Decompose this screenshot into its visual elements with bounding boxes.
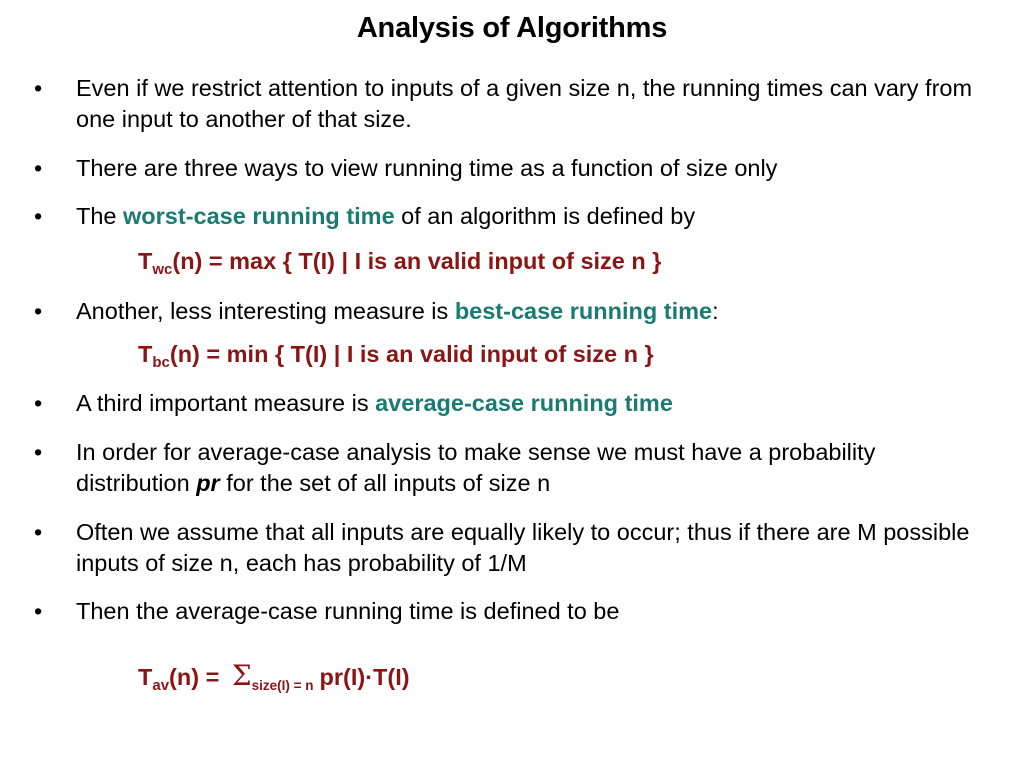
bullet-dot: • — [34, 298, 43, 324]
bullet-text-suffix: of an algorithm is defined by — [394, 203, 696, 229]
bullet-text — [76, 388, 991, 419]
bullet-text-suffix: : — [712, 298, 719, 324]
formula-subscript: av — [152, 677, 170, 694]
bullet-text — [76, 201, 991, 232]
formula-base: T — [138, 248, 153, 274]
bullet-text — [76, 437, 991, 499]
formula-body: pr(I)·T(I) — [319, 664, 410, 690]
bullet-text-prefix: The — [76, 203, 124, 229]
term-average-case: average-case running time — [375, 390, 673, 416]
bullet-text-prefix: A third important measure is — [76, 390, 376, 416]
formula-worst-case — [138, 246, 661, 277]
formula-base: T — [138, 664, 153, 690]
formula-base: T — [138, 341, 153, 367]
sigma-symbol: Σ — [231, 659, 252, 692]
bullet-text-suffix: for the set of all inputs of size n — [226, 470, 551, 496]
bullet-text: Then the average-case running time is defined to be — [76, 598, 620, 624]
formula-average-case — [138, 660, 410, 693]
formula-best-case — [138, 339, 654, 370]
bullet-dot: • — [34, 519, 43, 545]
sum-subscript: size(I) = n — [251, 678, 314, 693]
bullet-dot: • — [34, 598, 43, 624]
bullet-text-prefix: Another, less interesting measure is — [76, 298, 455, 324]
bullet-text: There are three ways to view running time as a function of size only — [76, 155, 778, 181]
formula-eq: (n) = — [169, 664, 226, 690]
term-best-case: best-case running time — [454, 298, 713, 324]
bullet-text-prefix: In order for average-case analysis to make sense we must have a probability distribution — [76, 439, 876, 496]
bullet-text: Even if we restrict attention to inputs of a given size n, the running times can vary from one input to another of that size. — [76, 75, 973, 132]
formula-body: (n) = max { T(I) | I is an valid input of size n } — [172, 248, 662, 274]
formula-subscript: wc — [152, 261, 173, 278]
formula-subscript: bc — [152, 354, 170, 371]
term-worst-case: worst-case running time — [123, 203, 395, 229]
formula-body: (n) = min { T(I) | I is an valid input of size n } — [169, 341, 654, 367]
slide-title: Analysis of Algorithms — [356, 12, 668, 44]
bullet-text — [76, 296, 991, 327]
bullet-dot: • — [34, 155, 43, 181]
bullet-dot: • — [34, 75, 43, 101]
bullet-dot: • — [34, 439, 43, 465]
bullet-dot: • — [34, 203, 43, 229]
pr-symbol: pr — [196, 470, 220, 496]
bullet-text: Often we assume that all inputs are equally likely to occur; thus if there are M possible inputs of size n, each has probability of 1/M — [76, 519, 970, 576]
bullet-dot: • — [34, 390, 43, 416]
